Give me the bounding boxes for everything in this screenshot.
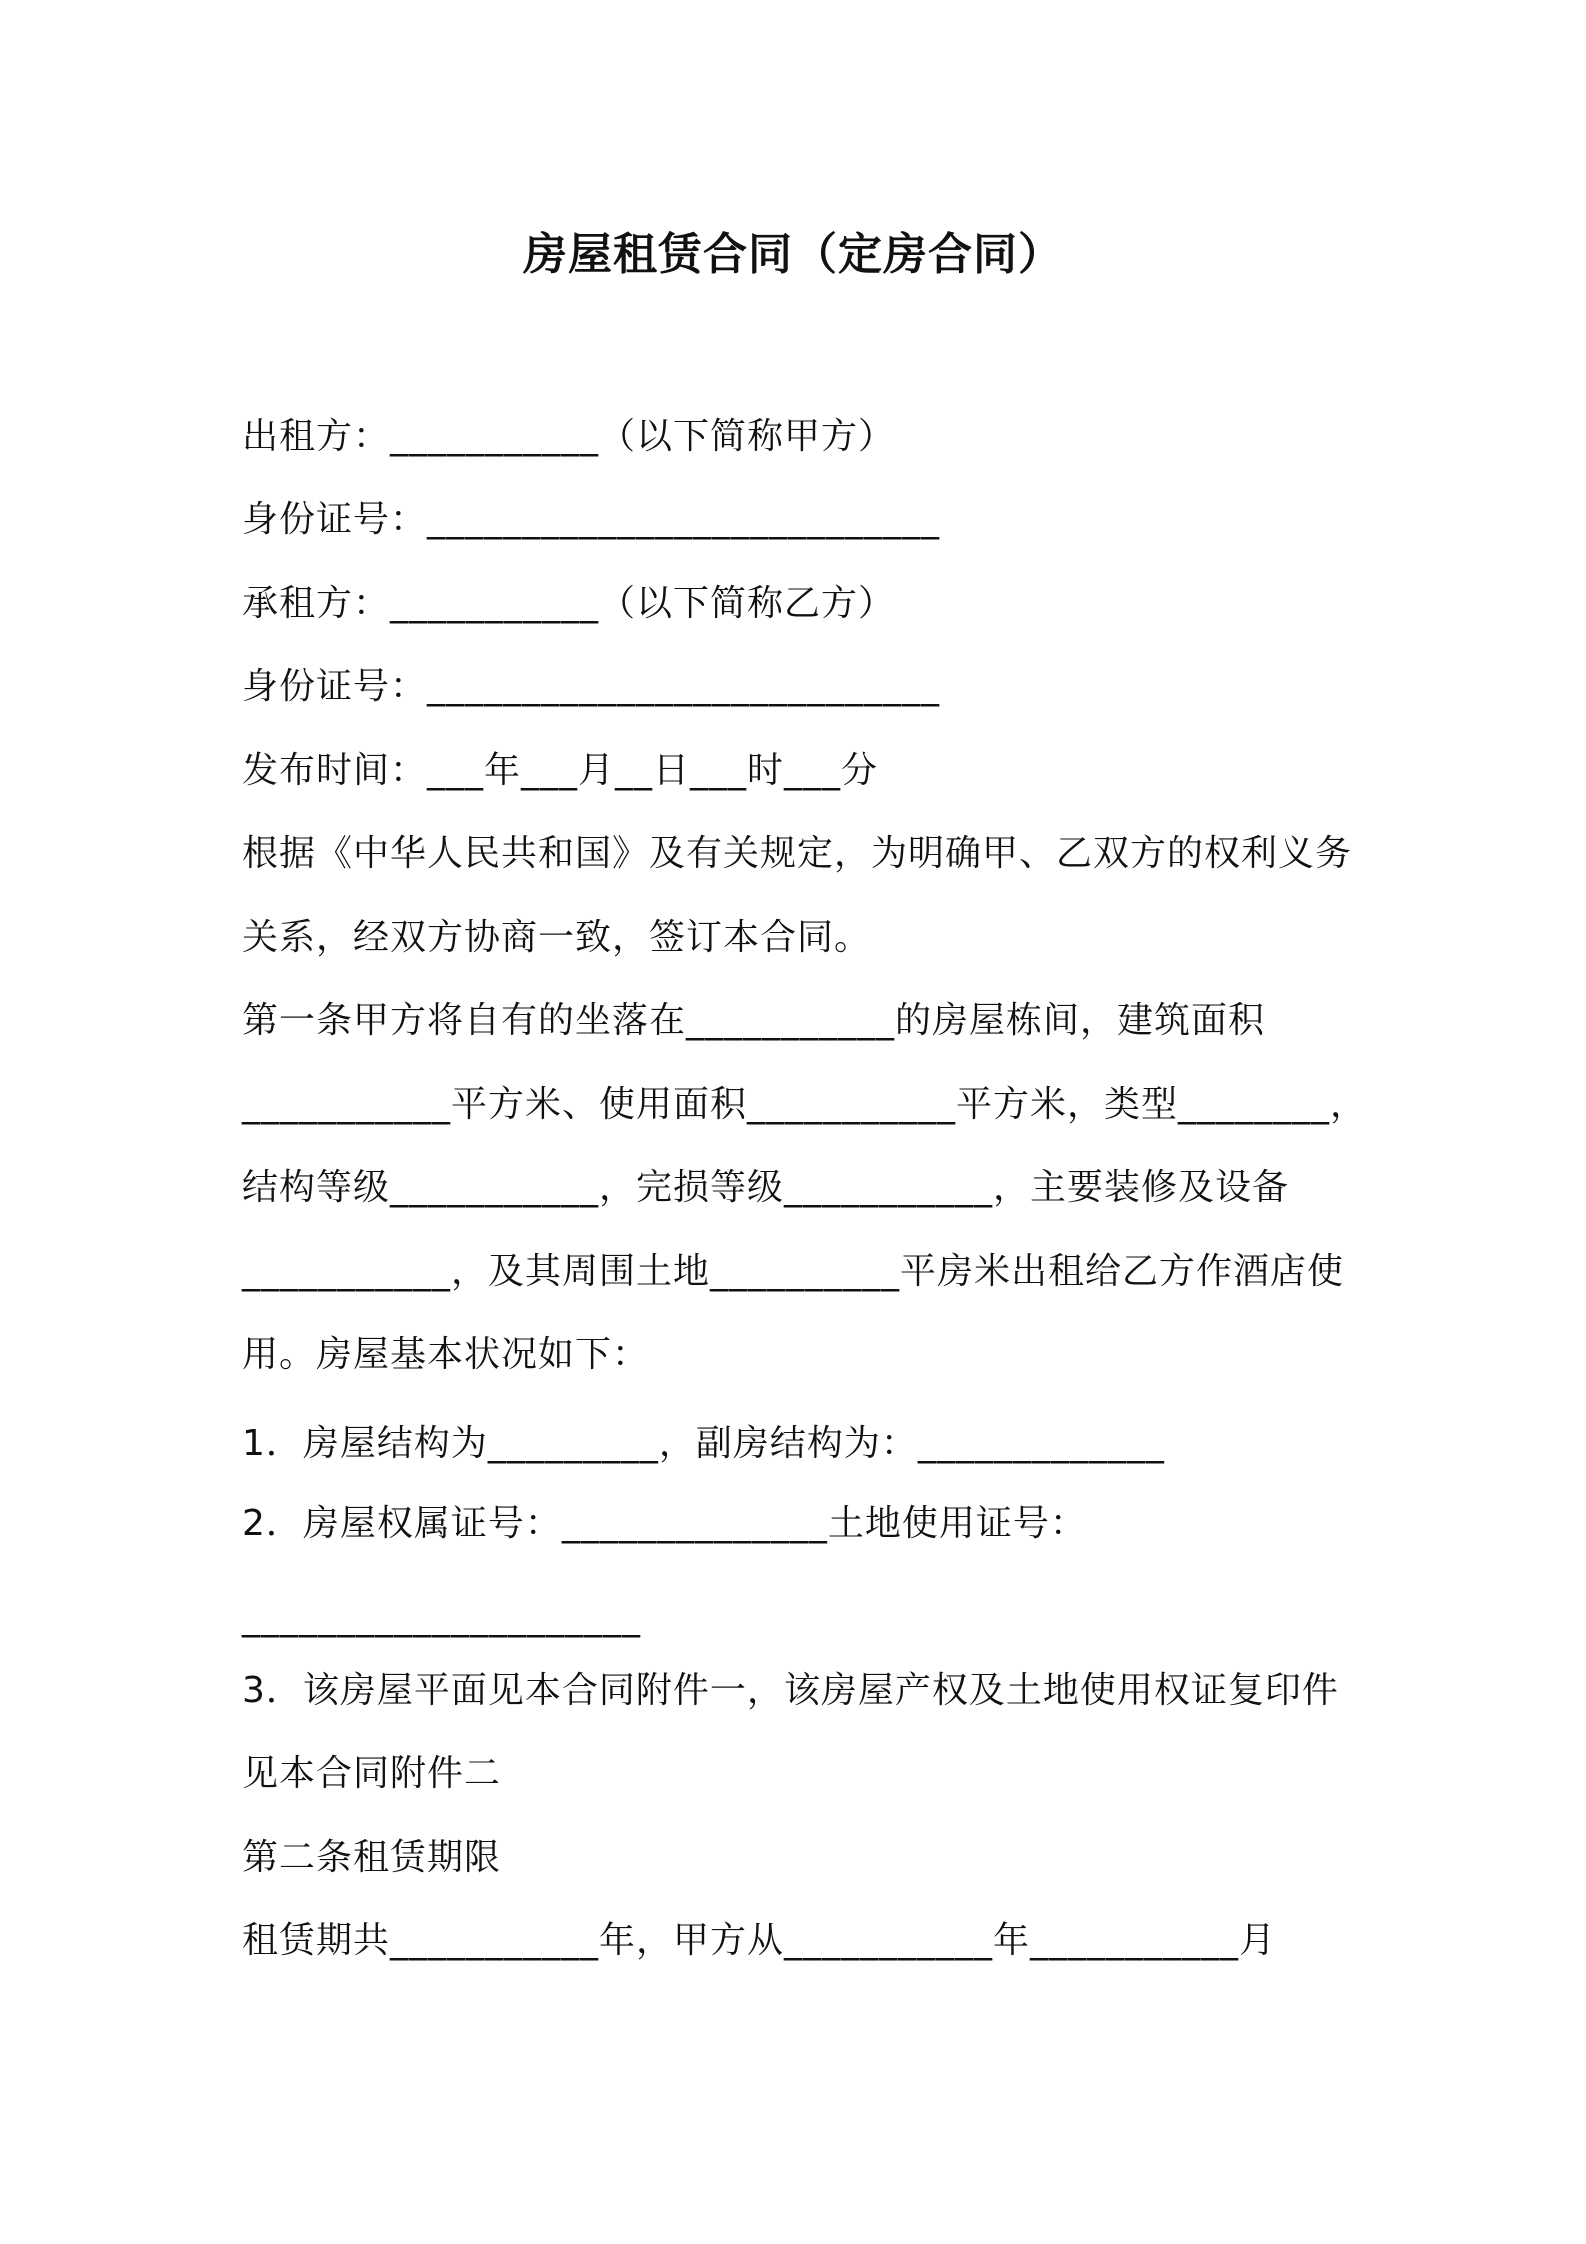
lessor-line: 出租方：___________（以下简称甲方）: [242, 416, 896, 457]
article-2-line-1: 租赁期共___________年，甲方从___________年___________月: [242, 1920, 1277, 1961]
page-title: 房屋租赁合同（定房合同）: [523, 229, 1063, 280]
clause-3-line-2: 见本合同附件二: [242, 1753, 502, 1794]
publish-time-line: 发布时间：___年___月__日___时___分: [242, 750, 879, 791]
clause-1-line: 1．房屋结构为_________，副房结构为：_____________: [242, 1423, 1165, 1464]
article-1-line-4: ___________，及其周围土地__________平房米出租给乙方作酒店使: [242, 1251, 1345, 1292]
article-1-line-5: 用。房屋基本状况如下：: [242, 1334, 650, 1375]
article-1-line-2: ___________平方米、使用面积___________平方米，类型________，: [242, 1084, 1368, 1125]
clause-2-line: 2．房屋权属证号：______________土地使用证号：: [242, 1503, 1087, 1544]
article-1-line-1: 第一条甲方将自有的坐落在___________的房屋栋间，建筑面积: [242, 1000, 1266, 1041]
preamble-line-2: 关系，经双方协商一致，签订本合同。: [242, 917, 872, 958]
clause-2-blank-line: _____________________: [242, 1597, 641, 1638]
lessee-id-line: 身份证号：___________________________: [242, 666, 941, 707]
preamble-line-1: 根据《中华人民共和国》及有关规定，为明确甲、乙双方的权利义务: [242, 833, 1353, 874]
article-2-heading: 第二条租赁期限: [242, 1837, 502, 1878]
article-1-line-3: 结构等级___________，完损等级___________，主要装修及设备: [242, 1167, 1290, 1208]
lessee-line: 承租方：___________（以下简称乙方）: [242, 583, 896, 624]
clause-3-line-1: 3．该房屋平面见本合同附件一，该房屋产权及土地使用权证复印件: [242, 1670, 1339, 1711]
lessor-id-line: 身份证号：___________________________: [242, 499, 941, 540]
